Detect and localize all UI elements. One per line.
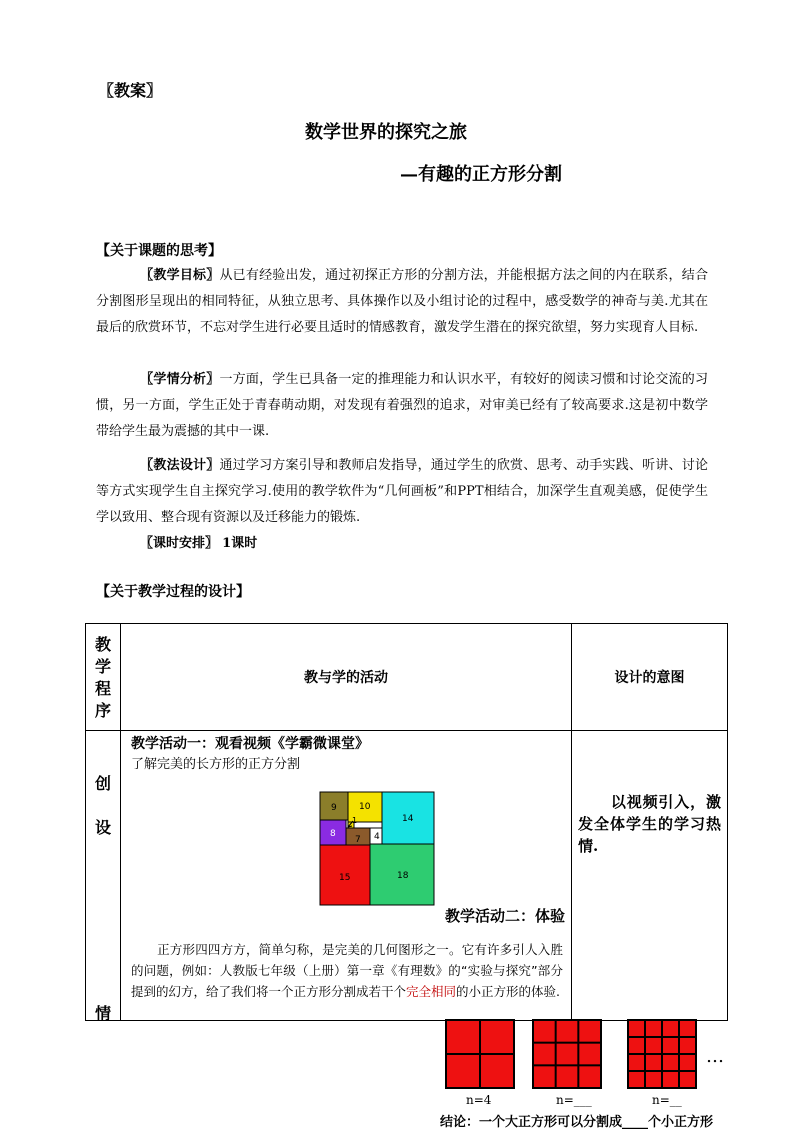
- grid-3x3-label: n=___: [556, 1093, 592, 1107]
- grid-4x4: [627, 1019, 697, 1089]
- grid-cell: [629, 1021, 644, 1036]
- intent-text-content: 以视频引入，激发全体学生的学习热情.: [578, 793, 721, 855]
- grid-cell: [534, 1066, 555, 1087]
- grid-cell: [557, 1044, 578, 1065]
- square-label: 7: [355, 835, 361, 845]
- intent-cell: [572, 731, 728, 1021]
- label-schedule: 〖课时安排〗: [140, 536, 219, 551]
- step-char: 情: [94, 1004, 111, 1023]
- grid-cell: [663, 1072, 678, 1087]
- activity-two-text-highlight: 完全相同: [406, 984, 457, 999]
- square-label: 15: [339, 873, 351, 883]
- square-label: 4: [374, 832, 380, 842]
- grid-4x4-figure: [627, 1019, 697, 1089]
- square-label: 18: [397, 871, 409, 881]
- activity-two-text-b: 的小正方形的体验.: [456, 984, 561, 999]
- lesson-process-table: [85, 623, 728, 1021]
- grid-cell: [579, 1044, 600, 1065]
- intent-text: [572, 791, 727, 857]
- square-label: 10: [359, 802, 371, 812]
- paragraph-schedule: [96, 531, 708, 557]
- perfect-rectangle-figure: [319, 791, 435, 906]
- text-schedule: 1课时: [222, 536, 258, 551]
- header-cell-intent: [572, 624, 728, 731]
- grid-cell: [629, 1038, 644, 1053]
- grid-cell: [557, 1066, 578, 1087]
- header-step-char: 教: [94, 635, 111, 654]
- header-intent-label: 设计的意图: [614, 670, 685, 686]
- header-step-char: 学: [94, 657, 111, 676]
- grid-cell: [646, 1038, 661, 1053]
- header-cell-activity: [121, 624, 572, 731]
- activity-two-text-a: 正方形四四方方，简单匀称，是完美的几何图形之一。它有许多引人入胜的问题，例如：人教版七年级（上册）第一章《有理数》的“实验与探究”部分提到的幻方，给了我们将一个正方形分割成若干个: [131, 942, 563, 999]
- activity-two-text: [131, 939, 563, 1002]
- grid-3x3-figure: [532, 1019, 602, 1089]
- grid-3x3: [532, 1019, 602, 1089]
- paragraph-teaching-goal: [96, 263, 708, 341]
- label-method-design: 〖教法设计〗: [140, 458, 220, 473]
- grid-2x2-figure: [445, 1019, 515, 1089]
- header-step-char: 序: [94, 701, 111, 720]
- activity-one-title: 教学活动一：观看视频《学霸微课堂》: [131, 736, 369, 752]
- grid-cell: [646, 1021, 661, 1036]
- square-label: 1: [352, 816, 358, 825]
- section-heading-topic: 【关于课题的思考】: [96, 243, 222, 259]
- header-cell-step: [86, 624, 121, 731]
- grid-cell: [680, 1055, 695, 1070]
- header-activity-label: 教与学的活动: [304, 670, 388, 686]
- conclusion-text: 结论：一个大正方形可以分割成____个小正方形: [440, 1115, 714, 1130]
- step-cell: [86, 731, 121, 1021]
- grid-cell: [629, 1055, 644, 1070]
- grid-cell: [579, 1021, 600, 1042]
- grid-cell: [447, 1055, 479, 1087]
- grid-cell: [534, 1021, 555, 1042]
- step-char: 设: [94, 818, 111, 837]
- text-method-design: 通过学习方案引导和教师启发指导，通过学生的欣赏、思考、动手实践、听讲、讨论等方式实现学生自主探究学习.使用的教学软件为“几何画板”和PPT相结合，加深学生直观美感，促使学生学以致用、整合现有资源以及迁移能力的锻炼.: [96, 458, 708, 525]
- grid-cell: [680, 1072, 695, 1087]
- grid-2x2-label: n=4: [466, 1093, 492, 1107]
- grid-cell: [680, 1038, 695, 1053]
- page-title: 数学世界的探究之旅: [305, 122, 467, 143]
- grid-cell: [680, 1021, 695, 1036]
- grid-2x2: [445, 1019, 515, 1089]
- square-label: 8: [330, 829, 336, 839]
- activity-one-subtitle: 了解完美的长方形的正方分割: [131, 757, 301, 772]
- grid-cell: [557, 1021, 578, 1042]
- paragraph-method-design: [96, 453, 708, 531]
- grid-cell: [534, 1044, 555, 1065]
- text-teaching-goal: 从已有经验出发，通过初探正方形的分割方法，并能根据方法之间的内在联系，结合分割图形呈现出的相同特征，从独立思考、具体操作以及小组讨论的过程中，感受数学的神奇与美.尤其在最后的欣赏环节，不忘对学生进行必要且适时的情感教育，激发学生潜在的探究欲望，努力实现育人目标.: [96, 268, 708, 335]
- activity-two-title: 教学活动二：体验: [444, 907, 565, 925]
- page-subtitle: —有趣的正方形分割: [400, 164, 562, 185]
- activity-cell: [121, 731, 572, 1021]
- grid-4x4-label: n=__: [652, 1093, 682, 1107]
- lesson-plan-tag: 〖教案〗: [98, 81, 163, 100]
- header-step-char: 程: [94, 679, 111, 698]
- square-label: 9: [331, 803, 337, 813]
- section-heading-process: 【关于教学过程的设计】: [96, 584, 250, 600]
- step-char: 创: [94, 774, 111, 793]
- grid-cell: [629, 1072, 644, 1087]
- text-student-analysis: 一方面，学生已具备一定的推理能力和认识水平，有较好的阅读习惯和讨论交流的习惯，另一方面，学生正处于青春萌动期，对发现有着强烈的追求，对审美已经有了较高要求.这是初中数学带给学生最为震撼的其中一课.: [96, 372, 708, 439]
- grid-cell: [663, 1038, 678, 1053]
- grid-cell: [663, 1021, 678, 1036]
- grid-cell: [481, 1055, 513, 1087]
- grid-cell: [447, 1021, 479, 1053]
- square-label: 14: [402, 814, 414, 824]
- grid-cell: [481, 1021, 513, 1053]
- grid-cell: [646, 1072, 661, 1087]
- label-student-analysis: 〖学情分析〗: [140, 372, 220, 387]
- ellipsis: …: [706, 1046, 726, 1067]
- paragraph-student-analysis: [96, 367, 708, 445]
- label-teaching-goal: 〖教学目标〗: [140, 268, 220, 283]
- grid-cell: [663, 1055, 678, 1070]
- grid-cell: [579, 1066, 600, 1087]
- grid-cell: [646, 1055, 661, 1070]
